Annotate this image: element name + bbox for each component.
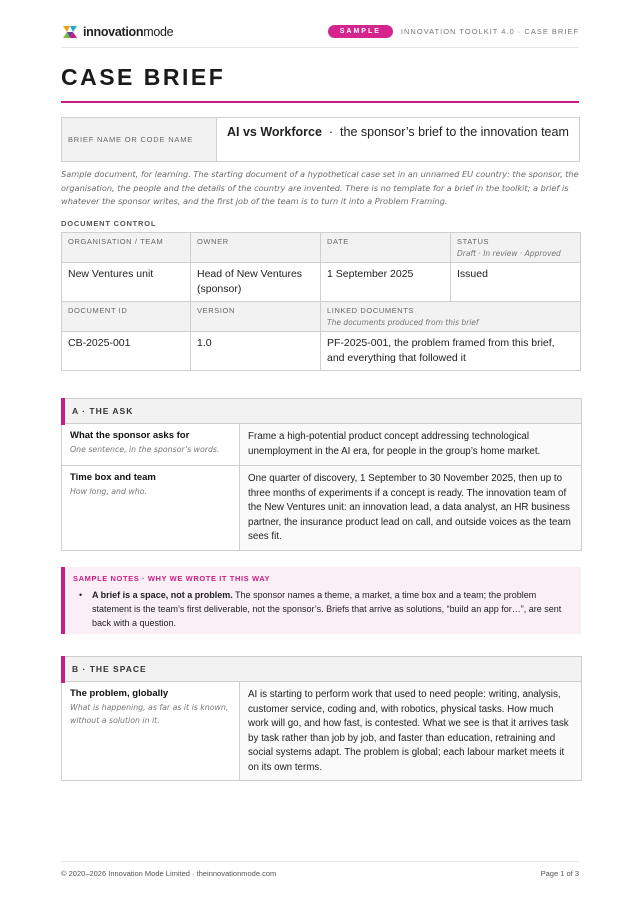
row-question: The problem, globally (70, 688, 169, 699)
sample-notes-title: SAMPLE NOTES · WHY WE WROTE IT THIS WAY (73, 574, 271, 583)
brief-subtitle: the sponsor’s brief to the innovation team (340, 125, 569, 139)
table-row (62, 263, 581, 302)
table-cell: CB-2025-001 (62, 332, 191, 371)
table-cell: 1 September 2025 (321, 263, 451, 302)
logo-text: innovationmode (83, 24, 174, 39)
table-header-cell: VERSION (191, 302, 321, 332)
table-header-cell: ORGANISATION / TEAM (62, 233, 191, 263)
row-answer: One quarter of discovery, 1 September to 30 November 2025, then up to three months of experiments if a concept is ready. The innovation team of the New Ventures unit: an innovation lead, a data analyst, an HR business partner, the insurance product lead on call, and outside voices as the team sees fit. (240, 466, 581, 550)
table-cell: Head of New Ventures (sponsor) (191, 263, 321, 302)
header-meta: INNOVATION TOOLKIT 4.0 · CASE BRIEF (400, 27, 579, 36)
innovation-mode-logo-icon (61, 23, 79, 41)
logo (61, 23, 173, 41)
table-row (62, 302, 581, 332)
table-row (62, 332, 581, 371)
table-cell: PF-2025-001, the problem framed from this brief, and everything that followed it (321, 332, 581, 371)
intro-text: Sample document, for learning. The starting document of a hypothetical case set in an unnamed EU country: the sponsor, the organisation, the people and the details of the country are invented. There is no template for a brief in the toolkit; a brief is whatever the sponsor writes, and the first job of the team is to turn it into a Problem Framing. (61, 169, 579, 206)
document-control-table (61, 232, 581, 371)
sample-notes-item (79, 588, 571, 630)
sample-badge: SAMPLE (328, 25, 393, 38)
table-row (62, 682, 581, 780)
table-cell: Issued (451, 263, 581, 302)
sample-notes (61, 567, 581, 634)
brief-name-box (61, 117, 580, 162)
table-header-cell: DATE (321, 233, 451, 263)
row-answer: Frame a high-potential product concept addressing technological unemployment in the AI era, for people in the group’s home market. (240, 424, 581, 465)
row-hint: One sentence, in the sponsor’s words. (70, 445, 220, 454)
footer-copyright: © 2020–2026 Innovation Mode Limited · theinnovationmode.com (61, 869, 277, 878)
section-b-panel (61, 656, 582, 781)
table-header-cell: LINKED DOCUMENTS The documents produced from this brief (321, 302, 581, 332)
brief-name-label: BRIEF NAME OR CODE NAME (62, 118, 217, 161)
bullet-icon: • (79, 590, 83, 600)
row-question: What the sponsor asks for (70, 430, 190, 441)
section-a-heading: A · THE ASK (62, 399, 581, 424)
table-row (62, 424, 581, 466)
brief-name-separator: · (328, 125, 334, 139)
row-hint: What is happening, as far as it is known, without a solution in it. (70, 703, 229, 725)
title-rule (61, 101, 579, 103)
table-cell: New Ventures unit (62, 263, 191, 302)
row-hint: How long, and who. (70, 487, 147, 496)
page-header (61, 22, 579, 48)
section-a-panel (61, 398, 582, 551)
table-row (62, 466, 581, 550)
brief-name-value (217, 118, 579, 161)
document-control-label: DOCUMENT CONTROL (61, 219, 157, 228)
brief-name: AI vs Workforce (227, 125, 322, 139)
page-number: Page 1 of 3 (540, 869, 579, 878)
table-row (62, 233, 581, 263)
section-accent-bar (61, 656, 65, 683)
table-cell: 1.0 (191, 332, 321, 371)
note-text: The sponsor names a theme, a market, a time box and a team; the problem statement is the team’s first deliverable, not the sponsor’s. Briefs that arrive as solutions, “build an app for…”, are sent back with a question. (92, 590, 562, 628)
table-header-cell: DOCUMENT ID (62, 302, 191, 332)
notes-accent-bar (61, 567, 65, 634)
section-b-heading: B · THE SPACE (62, 657, 581, 682)
section-accent-bar (61, 398, 65, 425)
row-answer: AI is starting to perform work that used to need people: writing, analysis, customer service, coding and, with robotics, physical tasks. How much work will go, and how fast, is contested. What we see is that it arrives task by task rather than job by job, and faster than education, retraining and social systems adapt. The problem is global; each labour market meets it on its own terms. (240, 682, 581, 780)
page-title: CASE BRIEF (61, 64, 226, 90)
page-footer (61, 861, 579, 878)
table-header-cell: OWNER (191, 233, 321, 263)
note-bold: A brief is a space, not a problem. (92, 590, 233, 600)
row-question: Time box and team (70, 472, 156, 483)
table-header-cell: STATUS Draft · In review · Approved (451, 233, 581, 263)
